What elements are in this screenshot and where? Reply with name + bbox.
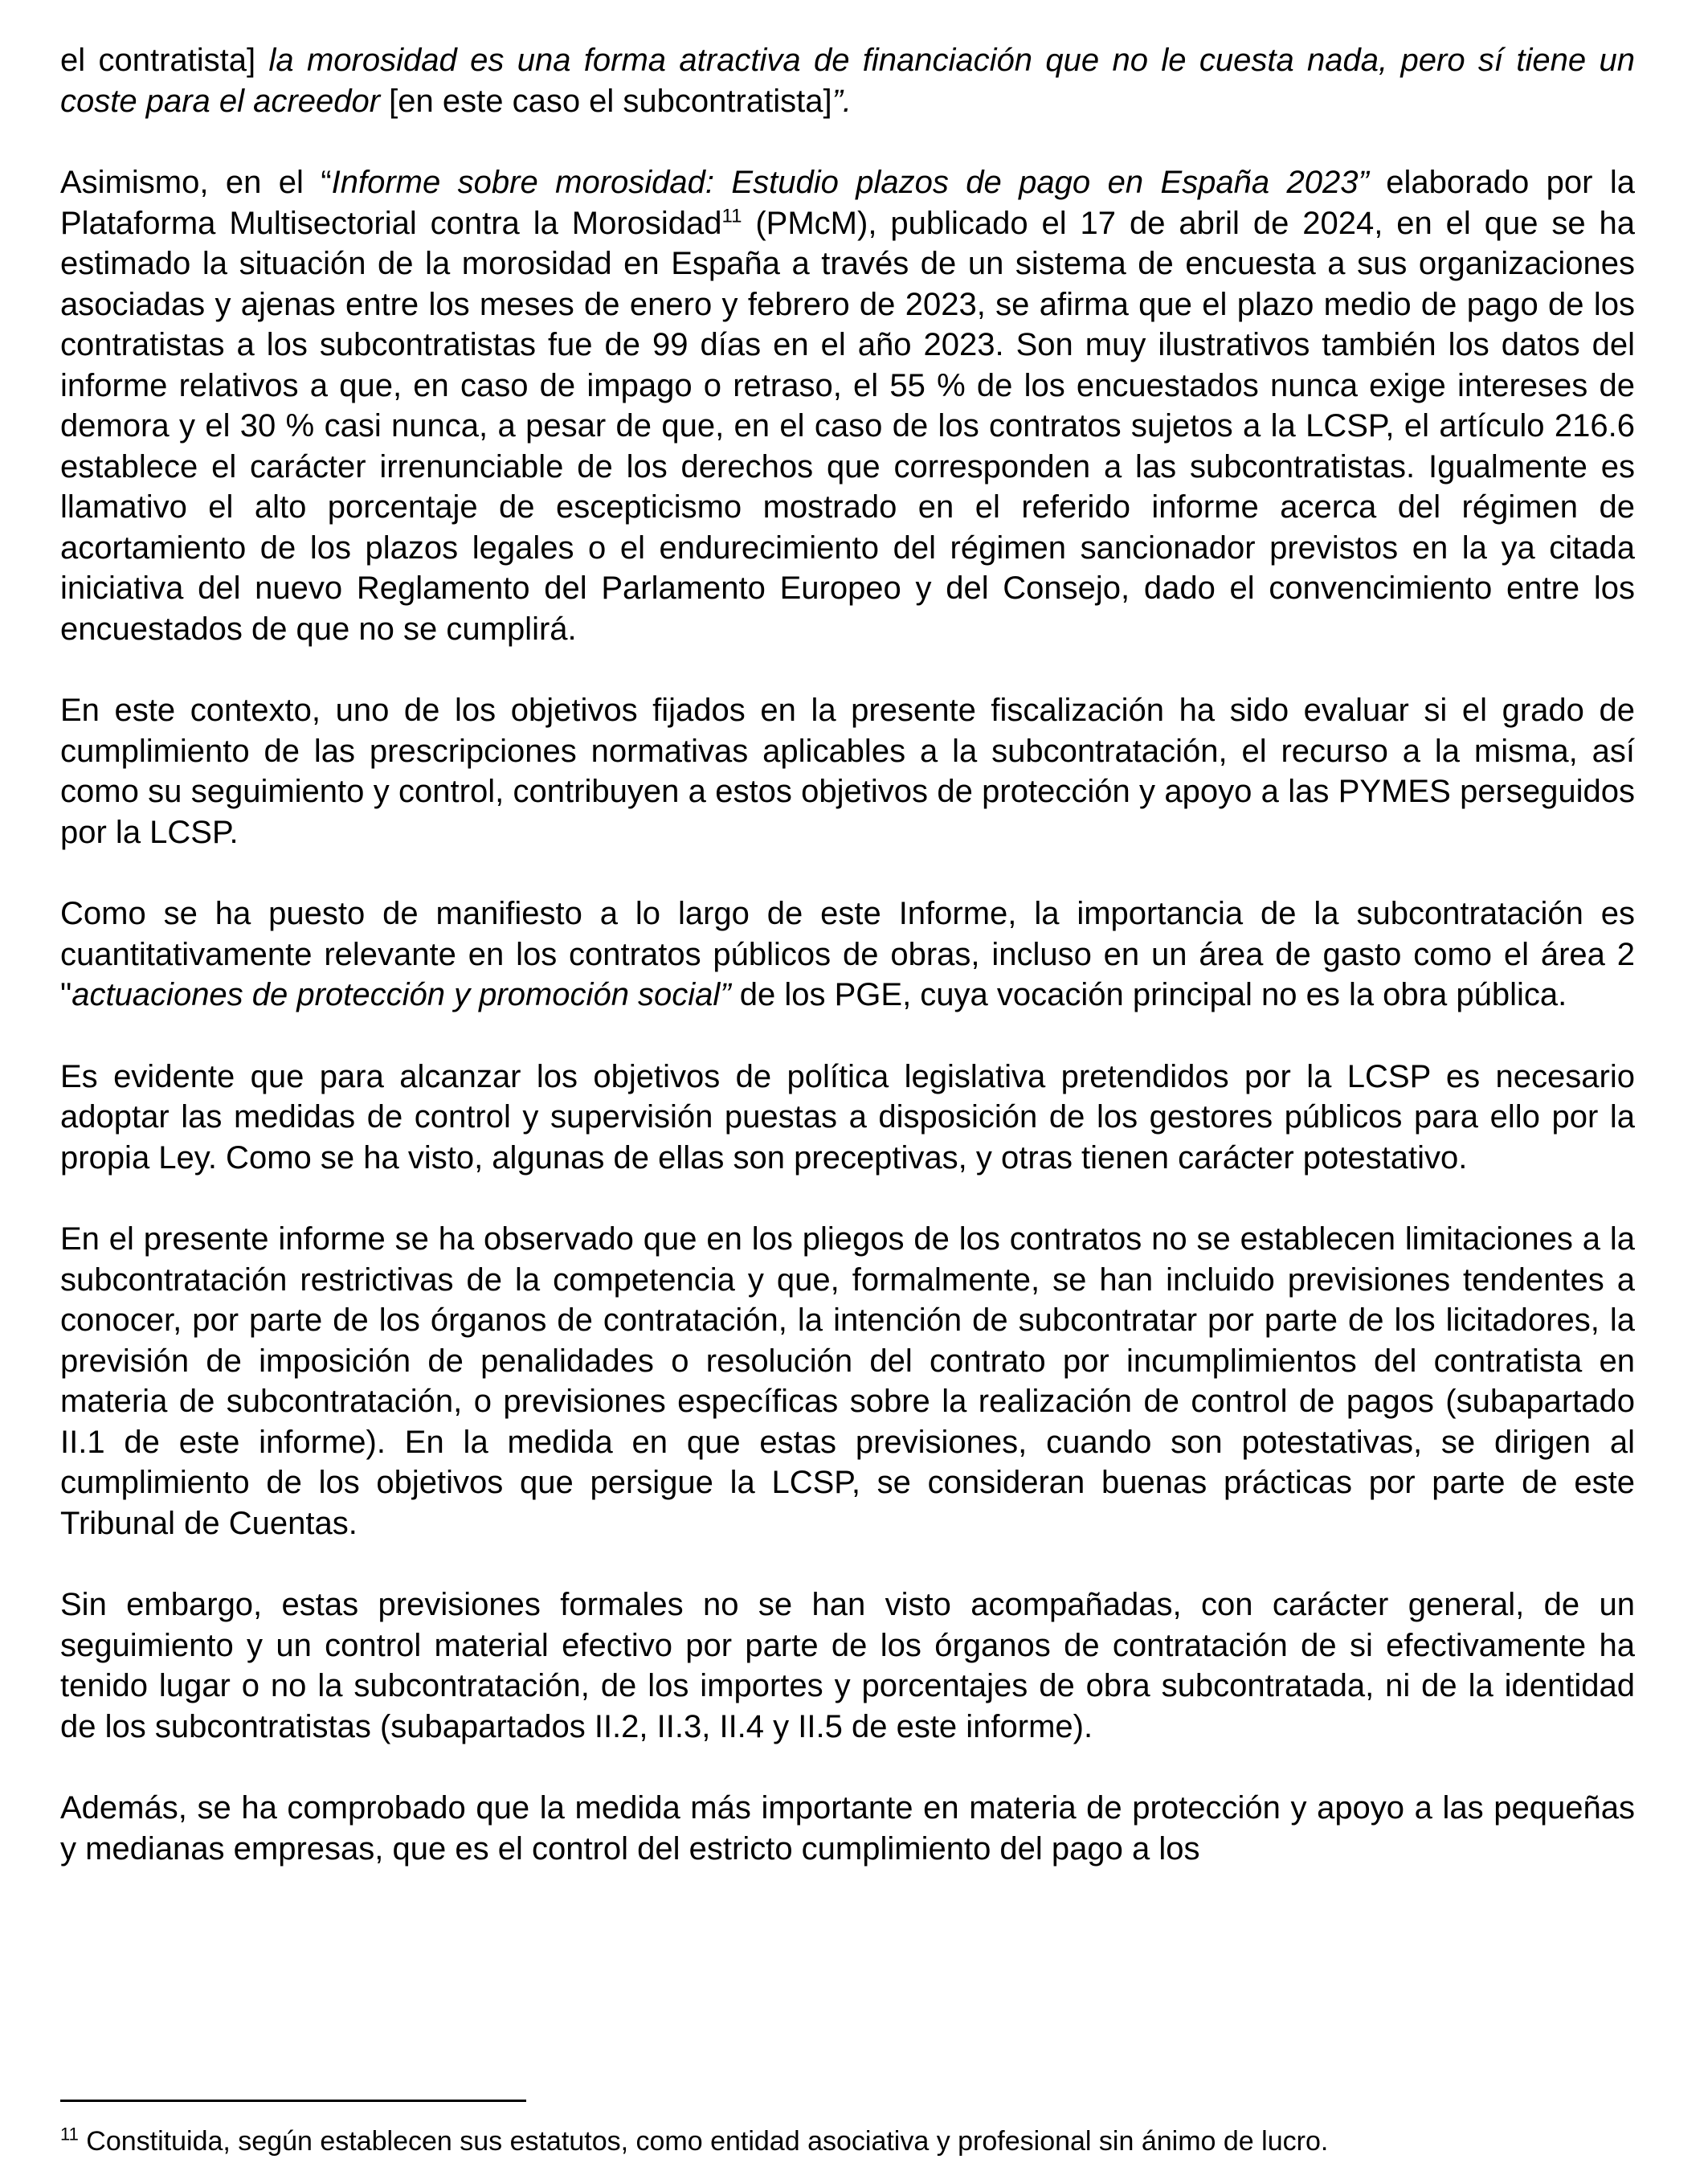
text-run: Asimismo, en el “ [60,165,332,200]
text-run: (PMcM), publicado el 17 de abril de 2024, en el que se ha estimado la situación de la morosidad en España a través de un sistema de encuesta a sus organizaciones asociadas y ajenas entre los meses de enero y febrero de 2023, se afirma que el plazo medio de pago de los contratistas a los subcontratistas fue de 99 días en el año 2023. Son muy ilustrativos también los datos del informe relativos a que, en caso de impago o retraso, el 55 % de los encuestados nunca exige intereses de demora y el 30 % casi nunca, a pesar de que, en el caso de los contratos sujetos a la LCSP, el artículo 216.6 establece el carácter irrenunciable de los derechos que corresponden a las subcontratistas. Igualmente es llamativo el alto porcentaje de escepticismo mostrado en el referido informe acerca del régimen de acortamiento de los plazos legales o el endurecimiento del régimen sancionador previstos en la ya citada iniciativa del nuevo Reglamento del Parlamento Europeo y del Consejo, dado el convencimiento entre los encuestados de que no se cumplirá. [60,205,1635,647]
text-run: elaborado por la Plataforma Multisectorial contra la Morosidad [60,165,1635,241]
footnote [60,2125,1635,2157]
italic-quote: la morosidad es una forma atractiva de financiación que no le cuesta nada, pero sí tiene un coste para el acreedor [60,43,1635,119]
footnote-reference[interactable]: 11 [721,205,742,227]
paragraph-continuation [60,40,1635,121]
document-body [60,40,1635,1910]
paragraph-importancia [60,893,1635,1016]
text-run: el contratista] [60,43,269,78]
paragraph-sin-embargo [60,1584,1635,1747]
text-run: Como se ha puesto de manifiesto a lo largo de este Informe, la importancia de la subcontratación es cuantitativamente relevante en los contratos públicos de obras, incluso en un área de gasto como el área 2 " [60,896,1635,1012]
italic-area-name: actuaciones de protección y promoción social” [72,977,731,1012]
paragraph-informe-morosidad [60,162,1635,649]
text-run: En el presente informe se ha observado que en los pliegos de los contratos no se establecen limitaciones a la subcontratación restrictivas de la competencia y que, formalmente, se han incluido previsiones tendentes a conocer, por parte de los órganos de contratación, la intención de subcontratar por parte de los licitadores, la previsión de imposición de penalidades o resolución del contrato por incumplimientos del contratista en materia de subcontratación, o previsiones específicas sobre la realización de control de pagos (subapartado II.1 de este informe). En la medida en que estas previsiones, cuando son potestativas, se dirigen al cumplimiento de los objetivos que persigue la LCSP, se consideran buenas prácticas por parte de este Tribunal de Cuentas. [60,1221,1635,1541]
paragraph-ademas [60,1788,1635,1869]
text-run: Es evidente que para alcanzar los objetivos de política legislativa pretendidos por la LCSP es necesario adoptar las medidas de control y supervisión puestas a disposición de los gestores públicos para ello por la propia Ley. Como se ha visto, algunas de ellas son preceptivas, y otras tienen carácter potestativo. [60,1058,1635,1176]
text-run: [en este caso el subcontratista] [380,83,832,119]
text-run: de los PGE, cuya vocación principal no es la obra pública. [730,977,1567,1012]
text-run: En este contexto, uno de los objetivos fijados en la presente fiscalización ha sido evaluar si el grado de cumplimiento de las prescripciones normativas aplicables a la subcontratación, el recurso a la misma, así como su seguimiento y control, contribuyen a estos objetivos de protección y apoyo a las PYMES perseguidos por la LCSP. [60,693,1635,850]
italic-report-title: Informe sobre morosidad: Estudio plazos de pago en España 2023” [331,165,1369,200]
paragraph-objetivos [60,690,1635,853]
text-run: Además, se ha comprobado que la medida más importante en materia de protección y apoyo a las pequeñas y medianas empresas, que es el control del estricto cumplimiento del pago a los [60,1790,1635,1867]
footnote-number: 11 [60,2124,79,2145]
footnote-separator [60,2100,526,2102]
paragraph-medidas-control [60,1057,1635,1179]
text-run: ”. [832,83,852,119]
paragraph-pliegos [60,1219,1635,1544]
footnote-text: Constituida, según establecen sus estatutos, como entidad asociativa y profesional sin ánimo de lucro. [78,2126,1329,2157]
text-run: Sin embargo, estas previsiones formales no se han visto acompañadas, con carácter general, de un seguimiento y un control material efectivo por parte de los órganos de contratación de si efectivamente ha tenido lugar o no la subcontratación, de los importes y porcentajes de obra subcontratada, ni de la identidad de los subcontratistas (subapartados II.2, II.3, II.4 y II.5 de este informe). [60,1587,1635,1744]
